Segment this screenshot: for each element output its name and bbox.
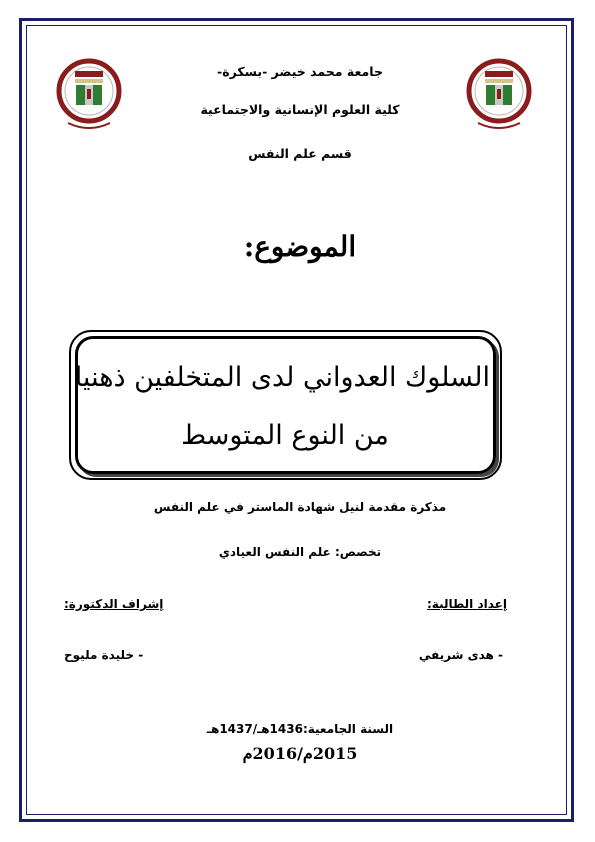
university-emblem-icon	[464, 55, 534, 135]
academic-year-hijri: السنة الجامعية:1436هـ/1437هـ	[206, 722, 394, 736]
thesis-title-line1: السلوك العدواني لدى المتخلفين ذهنيا	[74, 362, 490, 393]
supervisor-name: - خليدة مليوح	[64, 648, 144, 662]
academic-year-gregorian: 2015م/2016م	[242, 744, 358, 763]
university-name: جامعة محمد خيضر -بسكرة-	[217, 64, 383, 79]
thesis-title-line2: من النوع المتوسط	[181, 420, 389, 451]
faculty-name: كلية العلوم الإنسانية والاجتماعية	[200, 102, 400, 117]
department-name: قسم علم النفس	[248, 146, 352, 161]
student-label: إعداد الطالبة:	[427, 597, 507, 611]
supervisor-label: إشراف الدكتورة:	[64, 597, 164, 611]
student-name: - هدى شريفي	[418, 648, 503, 662]
title-frame-inner	[75, 336, 496, 474]
university-emblem-icon	[54, 55, 124, 135]
memo-description: مذكرة مقدمة لنيل شهادة الماستر في علم النفس	[153, 500, 447, 514]
specialization: تخصص: علم النفس العيادي	[218, 545, 382, 559]
subject-label: الموضوع:	[243, 230, 357, 263]
